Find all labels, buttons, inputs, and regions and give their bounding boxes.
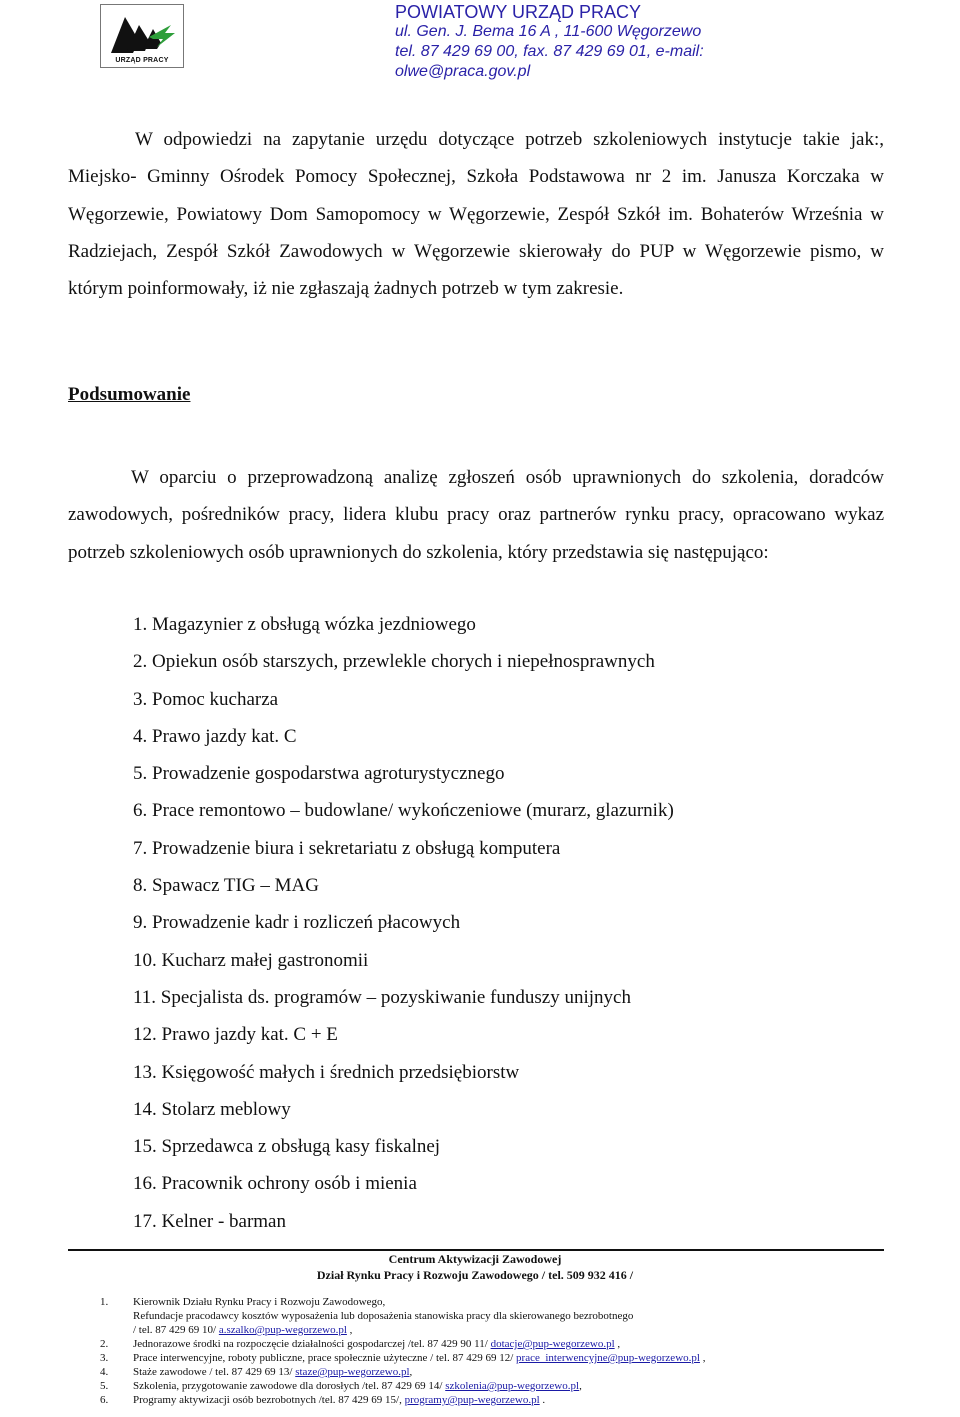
list-item: 8. Spawacz TIG – MAG [133,875,319,897]
footer-item-number: 4. [100,1366,109,1378]
list-item: 11. Specjalista ds. programów – pozyskiwanie funduszy unijnych [133,986,631,1008]
list-item: 3. Pomoc kucharza [133,688,279,710]
training-list [133,606,674,1240]
footer-contact-list [100,1295,860,1407]
list-item: 12. Prawo jazdy kat. C + E [133,1024,338,1046]
footer-line [133,1393,545,1407]
footer-item-number: 5. [100,1380,109,1392]
email-link[interactable]: szkolenia@pup-wegorzewo.pl [445,1380,580,1392]
footer-item-number: 6. [100,1394,109,1406]
footer-text: Szkolenia, przygotowanie zawodowe dla dorosłych /tel. 87 429 69 14/ [133,1380,446,1392]
intro-paragraph: W odpowiedzi na zapytanie urzędu dotyczące potrzeb szkoleniowych instytucje takie jak:, Miejsko- Gminny Ośrodek Pomocy Społecznej, Szkoła Podstawowa nr 2 im. Janusza Korczaka w Węgorzewie, Powiatowy Dom Samopomocy w Węgorzewie, Zespół Szkół im. Bohaterów Września w Radziejach, Zespół Szkół Zawodowych w Węgorzewie skierowały do PUP w Węgorzewie pismo, w którym poinformowały, iż nie zgłaszają żadnych potrzeb w tym zakresie. [68,129,884,300]
list-item: 4. Prawo jazdy kat. C [133,725,297,747]
list-item: 6. Prace remontowo – budowlane/ wykończeniowe (murarz, glazurnik) [133,800,674,822]
list-item: 17. Kelner - barman [133,1210,286,1232]
email-link[interactable]: staze@pup-wegorzewo.pl [295,1366,410,1378]
list-item: 5. Prowadzenie gospodarstwa agroturystycznego [133,763,505,785]
org-contact: tel. 87 429 69 00, fax. 87 429 69 01, e-mail: olwe@praca.gov.pl [395,43,704,80]
section-title: Podsumowanie [68,384,191,405]
footer-line [133,1323,633,1337]
footer-subheading: Dział Rynku Pracy i Rozwoju Zawodowego / tel. 509 932 416 / [316,1268,634,1282]
footer-item [100,1393,860,1407]
footer-item-number: 2. [100,1338,109,1350]
footer-line: Refundacje pracodawcy kosztów wyposażenia lub doposażenia stanowiska pracy dla skierowanego bezrobotnego [133,1310,634,1322]
footer-text: , [699,1352,706,1364]
email-link[interactable]: dotacje@pup-wegorzewo.pl [490,1338,615,1350]
list-item: 10. Kucharz małej gastronomii [133,949,369,971]
footer-text: , [346,1324,353,1336]
footer-line [133,1337,620,1351]
footer-item-number: 3. [100,1352,109,1364]
footer-item [100,1365,860,1379]
list-item: 13. Księgowość małych i średnich przedsiębiorstw [133,1061,520,1083]
logo-text: URZĄD PRACY [115,57,169,64]
footer-item [100,1351,860,1365]
footer-item [100,1379,860,1393]
footer-item-number: 1. [100,1296,109,1308]
list-item: 16. Pracownik ochrony osób i mienia [133,1173,417,1195]
logo [100,4,184,68]
footer-text: Programy aktywizacji osób bezrobotnych /tel. 87 429 69 15/, [133,1394,405,1406]
list-item: 14. Stolarz meblowy [133,1098,291,1120]
list-item: 7. Prowadzenie biura i sekretariatu z obsługą komputera [133,837,561,859]
summary-paragraph: W oparciu o przeprowadzoną analizę zgłoszeń osób uprawnionych do szkolenia, doradców zawodowych, pośredników pracy, lidera klubu pracy oraz partnerów rynku pracy, opracowano wykaz potrzeb szkoleniowych osób uprawnionych do szkolenia, który przedstawia się następująco: [68,467,884,563]
footer-line: Kierownik Działu Rynku Pracy i Rozwoju Zawodowego, [133,1296,386,1308]
footer-item [100,1295,860,1337]
footer-divider [68,1249,884,1251]
footer-text: , [409,1366,413,1378]
email-link[interactable]: prace_interwencyjne@pup-wegorzewo.pl [516,1352,700,1364]
header-info [395,2,795,82]
footer-heading: Centrum Aktywizacji Zawodowej [388,1252,562,1266]
footer-text: . [539,1394,546,1406]
org-name: POWIATOWY URZĄD PRACY [395,2,642,22]
footer-text: Staże zawodowe / tel. 87 429 69 13/ [133,1366,296,1378]
footer-text: , [614,1338,621,1350]
footer-item [100,1337,860,1351]
org-address: ul. Gen. J. Bema 16 A , 11-600 Węgorzewo [395,23,702,40]
list-item: 15. Sprzedawca z obsługą kasy fiskalnej [133,1136,441,1158]
footer-text: Jednorazowe środki na rozpoczęcie działalności gospodarczej /tel. 87 429 90 11/ [133,1338,491,1350]
logo-icon [105,11,179,55]
list-item: 2. Opiekun osób starszych, przewlekle chorych i niepełnosprawnych [133,651,655,673]
email-link[interactable]: programy@pup-wegorzewo.pl [404,1394,540,1406]
footer-text: / tel. 87 429 69 10/ [133,1324,219,1336]
footer-line [133,1379,582,1393]
list-item: 1. Magazynier z obsługą wózka jezdniowego [133,614,476,635]
footer-line [133,1365,412,1379]
footer-line [133,1351,705,1365]
list-item: 9. Prowadzenie kadr i rozliczeń płacowych [133,912,461,934]
footer-text: , [579,1380,582,1392]
email-link[interactable]: a.szalko@pup-wegorzewo.pl [218,1324,347,1336]
footer-text: Prace interwencyjne, roboty publiczne, prace społecznie użyteczne / tel. 87 429 69 12/ [133,1352,517,1364]
